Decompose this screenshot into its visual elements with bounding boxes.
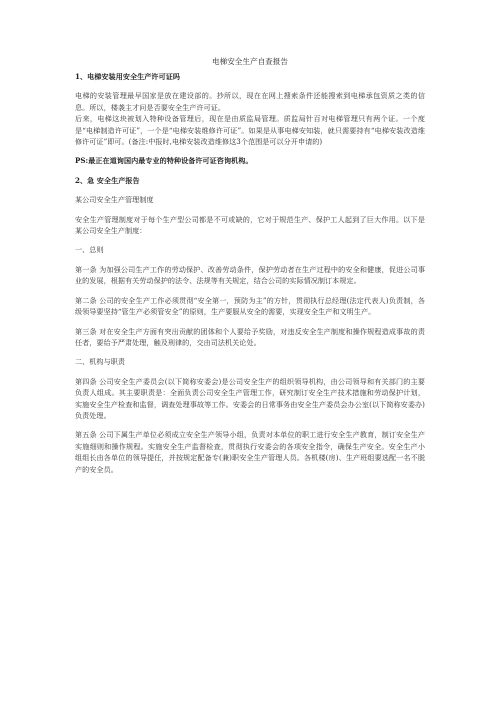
- paragraph: 第一条 为加强公司生产工作的劳动保护、改善劳动条件，保护劳动者在生产过程中的安全和健康，促进公司事业的发展，根据有关劳动保护的法令、法规等有关规定，结合公司的实际情况制订本规定。: [75, 264, 425, 286]
- document-body: [75, 71, 425, 475]
- paragraph: 某公司安全生产管理制度: [75, 195, 154, 205]
- paragraph-gap: [75, 206, 425, 214]
- paragraph: 第三条 对在安全生产方面有突出贡献的团体和个人要给予奖励，对违反安全生产制度和操作规程造成事故的责任者，要给予严肃处理，触及刑律的，交由司法机关论处。: [75, 326, 425, 347]
- paragraph: 第二条 公司的安全生产工作必须贯彻“安全第一，预防为主”的方针，贯彻执行总经理(法定代表人)负责制，各级领导要坚持“管生产必须管安全”的原则，生产要服从安全的需要，实现安全生产和文明生产。: [75, 295, 425, 317]
- paragraph: 第五条 公司下属生产单位必须成立安全生产领导小组，负责对本单位的职工进行安全生产教育，制订安全生产实施细则和操作规程。实施安全生产监督检查，贯彻执行安委会的各项安全指令，确保生产安全。安全生产小组组长由各单位的领导提任，并按规定配备专(兼)职安全生产管理人员。各机楼(房)、生产班组要选配一名不脱产的安全员。: [75, 430, 425, 474]
- paragraph-gap: [75, 186, 425, 194]
- paragraph: 安全生产管理制度对于每个生产型公司都是不可或缺的，它对于规范生产、保护工人起到了巨大作用。以下是某公司安全生产制度：: [75, 214, 425, 236]
- paragraph-gap: [75, 348, 425, 356]
- paragraph-gap: [75, 167, 425, 175]
- paragraph-gap: [75, 236, 425, 244]
- paragraph-gap: [75, 368, 425, 376]
- paragraph-gap: [75, 256, 425, 264]
- paragraph: 2、急 安全生产报告: [75, 175, 140, 185]
- paragraph-gap: [75, 147, 425, 155]
- paragraph: 二、机构与职责: [75, 357, 126, 367]
- paragraph-gap: [75, 421, 425, 429]
- paragraph-gap: [75, 287, 425, 295]
- paragraph: 1、电梯安装用安全生产许可证吗: [75, 72, 180, 81]
- paragraph-gap: [75, 82, 425, 90]
- paragraph: 后来，电梯这块被划入特种设备管理后，现在是由质监局管理。质监局针百对电梯管理只有两个证。一个度是“电梯制造许可证”，一个是“电梯安装维修许可证”。如果是从事电梯安知装，就只需要持有“电梯安装改造维修许可证”即可。(备注:中报时,电梯安装改造维修这3个范围是可以分开申请的): [75, 114, 425, 147]
- paragraph: 电梯的安装管理最早国家是放在建设部的。抄所以，现在在网上搜索条件还能搜索到电梯承包资质之类的信息。所以，楼袭主才问是否要安全生产许可证。: [75, 91, 425, 112]
- paragraph: PS:最正在道询国内最专业的特种设备许可证咨询机构。: [75, 156, 253, 166]
- paragraph: 第四条 公司安全生产委员会(以下简称安委会)是公司安全生产的组织领导机构，由公司领导和有关部门的主要负责人组成。其主要职责是：全面负责公司安全生产管理工作，研究制订安全生产技术措施和劳动保护计划，实施安全生产检查和监督，调查处理事故等工作。安委会的日常事务由安全生产委员会办公室(以下简称安委办)负责处理。: [75, 376, 425, 420]
- page-title: 电梯安全生产自查报告: [212, 57, 288, 66]
- paragraph: 一、总则: [75, 245, 104, 255]
- paragraph-gap: [75, 318, 425, 326]
- document-page: [75, 56, 425, 475]
